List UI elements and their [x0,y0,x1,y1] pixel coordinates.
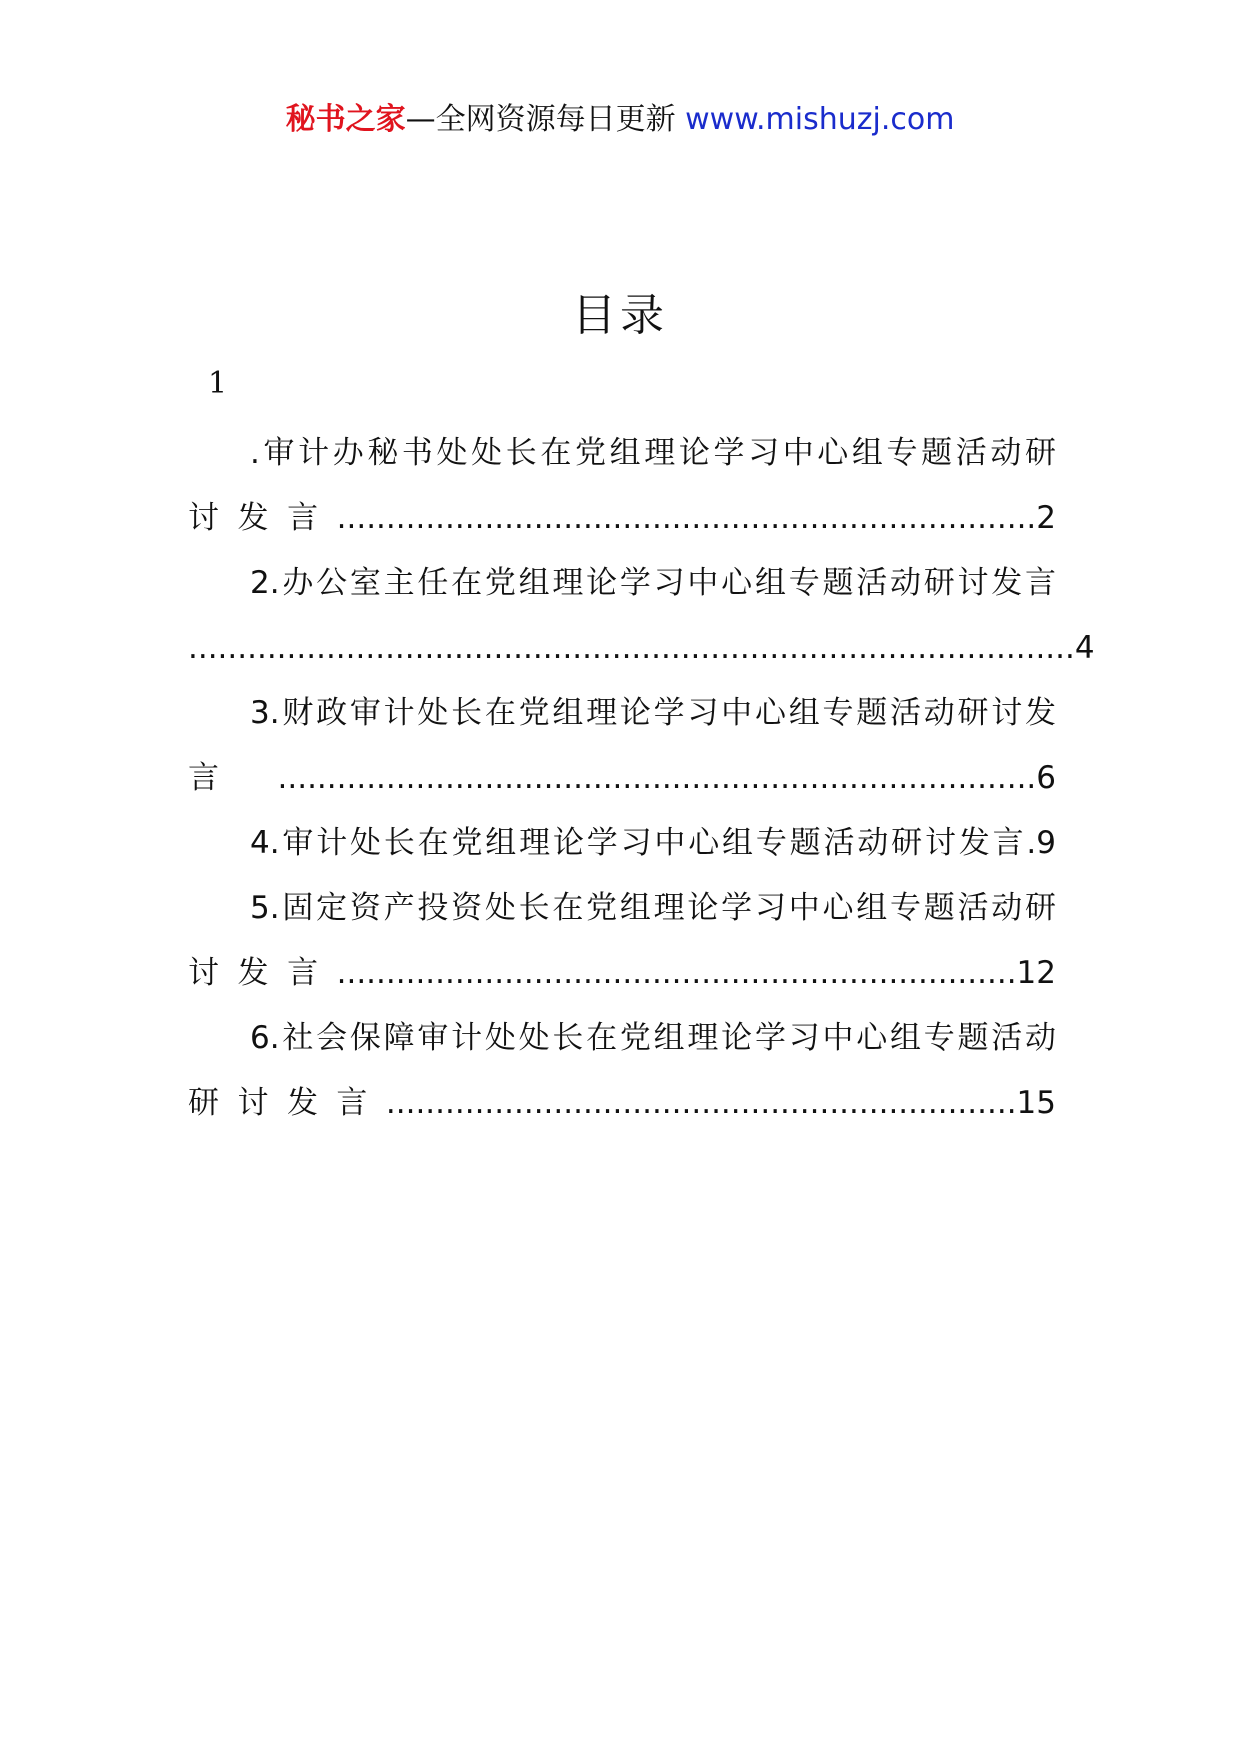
site-slogan: —全网资源每日更新 [405,102,676,137]
toc-entry-3-line2: 言.............................................................................6 [188,760,1056,796]
toc-entry-4-line1: 4.审计处长在党组理论学习中心组专题活动研讨发言.9 [250,825,1056,861]
toc-entry-1[interactable] [188,421,1056,551]
toc-entry-3-line1: 3.财政审计处长在党组理论学习中心组专题活动研讨发 [250,695,1056,731]
toc-entry-4[interactable] [188,811,1056,876]
toc-entry-5-line1: 5.固定资产投资处长在党组理论学习中心组专题活动研 [250,890,1056,926]
document-title: 目录 [572,290,668,341]
toc-entry-6[interactable] [188,1006,1056,1136]
toc-entry-1-line1: .审计办秘书处处长在党组理论学习中心组专题活动研 [250,435,1056,471]
site-brand: 秘书之家 [285,102,406,137]
toc-entry-5[interactable] [188,876,1056,1006]
toc-entry-6-line1: 6.社会保障审计处处长在党组理论学习中心组专题活动 [250,1020,1056,1056]
toc-entry-2-line2: ..........................................................................................4 [188,630,1095,666]
toc-entry-6-line2: 研讨发言................................................................15 [188,1085,1056,1121]
site-url-link[interactable]: www.mishuzj.com [685,102,955,137]
toc-entry-5-line2: 讨发言.....................................................................12 [188,955,1056,991]
table-of-contents [188,421,1095,1136]
page-marker: 1 [208,366,228,401]
toc-entry-2[interactable] [188,551,1095,681]
toc-entry-1-line2: 讨发言.......................................................................2 [188,500,1056,536]
toc-entry-2-line1: 2.办公室主任在党组理论学习中心组专题活动研讨发言 [250,565,1056,601]
site-header [0,100,1240,139]
toc-entry-3[interactable] [188,681,1056,811]
